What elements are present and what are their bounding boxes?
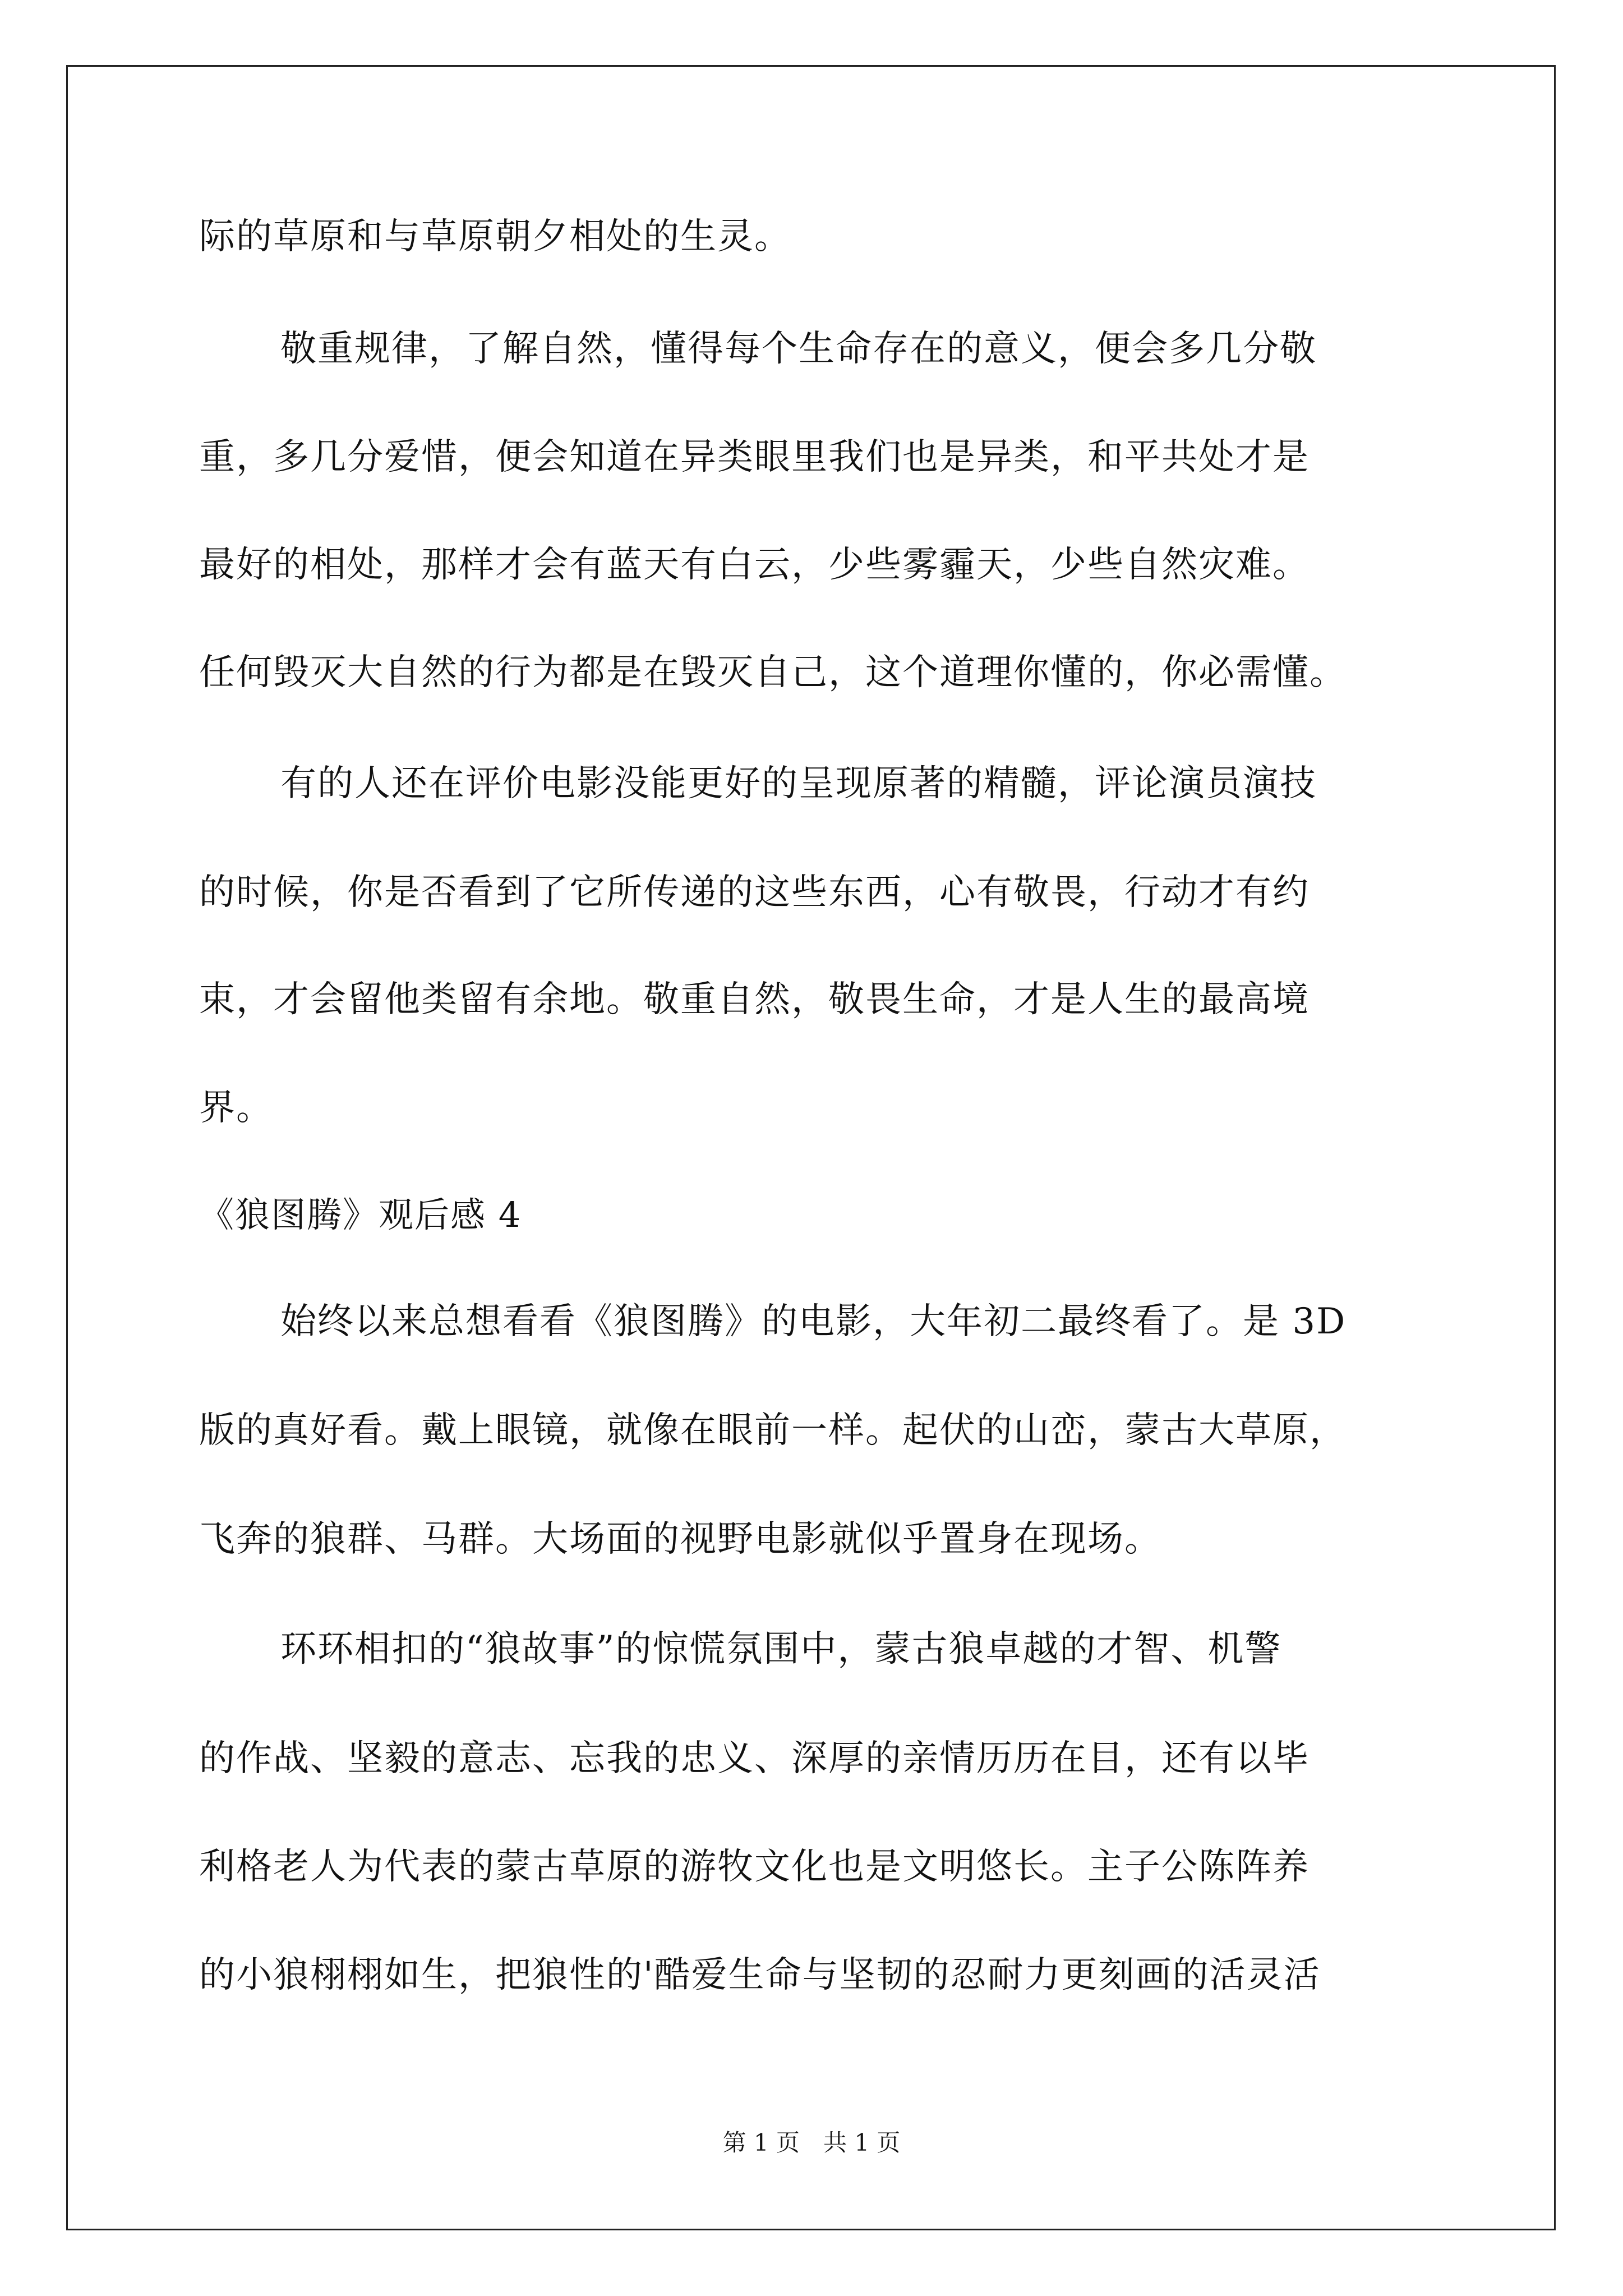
page-footer: 第 1 页 共 1 页: [722, 2129, 901, 2156]
text-line: 的时候，你是否看到了它所传递的这些东西，心有敬畏，行动才有约: [199, 872, 1310, 913]
text-line: 任何毁灭大自然的行为都是在毁灭自己，这个道理你懂的，你必需懂。: [199, 652, 1347, 693]
text-line: 的小狼栩栩如生，把狼性的'酷爱生命与坚韧的忍耐力更刻画的活灵活: [199, 1954, 1321, 1996]
text-line: 利格老人为代表的蒙古草原的游牧文化也是文明悠长。主子公陈阵养: [199, 1846, 1310, 1888]
text-line: 重，多几分爱惜，便会知道在异类眼里我们也是异类，和平共处才是: [199, 436, 1310, 478]
text-line: 飞奔的狼群、马群。大场面的视野电影就似乎置身在现场。: [199, 1519, 1161, 1560]
text-line: 际的草原和与草原朝夕相处的生灵。: [199, 216, 791, 257]
text-line: 束，才会留他类留有余地。敬重自然，敬畏生命，才是人生的最高境: [199, 979, 1310, 1020]
text-line: 界。: [199, 1087, 273, 1129]
text-line: 版的真好看。戴上眼镜，就像在眼前一样。起伏的山峦，蒙古大草原，: [199, 1410, 1347, 1451]
section-heading: 《狼图腾》观后感 4: [199, 1194, 522, 1235]
text-line: 始终以来总想看看《狼图腾》的电影，大年初二最终看了。是 3D: [280, 1301, 1347, 1342]
text-line: 环环相扣的“狼故事”的惊慌氛围中，蒙古狼卓越的才智、机警: [280, 1628, 1282, 1670]
page-border: [66, 65, 1556, 2230]
text-line: 有的人还在评价电影没能更好的呈现原著的精髓，评论演员演技: [280, 763, 1317, 804]
text-line: 的作战、坚毅的意志、忘我的忠义、深厚的亲情历历在目，还有以毕: [199, 1738, 1310, 1779]
text-line: 最好的相处，那样才会有蓝天有白云，少些雾霾天，少些自然灾难。: [199, 544, 1310, 586]
text-line: 敬重规律，了解自然，懂得每个生命存在的意义，便会多几分敬: [280, 328, 1317, 370]
